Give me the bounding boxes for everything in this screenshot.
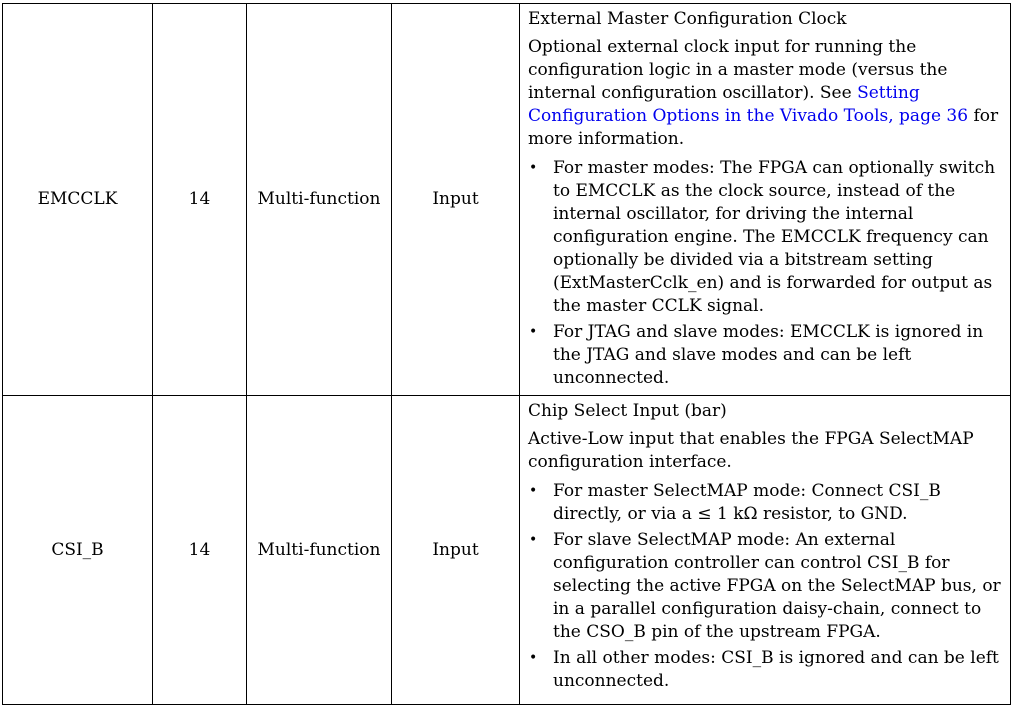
table-row-emcclk	[3, 4, 1011, 396]
pin-name-cell	[3, 396, 153, 705]
direction-cell	[392, 4, 520, 396]
list-item-text: In all other modes: CSI_B is ignored and can be left unconnected.	[553, 648, 999, 691]
list-item	[528, 157, 1002, 318]
pin-direction: Input	[432, 539, 479, 560]
list-item	[528, 647, 1002, 693]
bullet-icon: •	[529, 324, 538, 340]
description-title: External Master Configuration Clock	[528, 9, 847, 29]
bank-cell	[153, 4, 247, 396]
bullet-list	[528, 157, 1002, 390]
list-item	[528, 480, 1002, 526]
pin-name-cell	[3, 4, 153, 396]
description-paragraph: Active-Low input that enables the FPGA SelectMAP configuration interface.	[528, 429, 974, 472]
pin-name: CSI_B	[51, 539, 104, 560]
list-item-text: For master SelectMAP mode: Connect CSI_B directly, or via a ≤ 1 kΩ resistor, to GND.	[553, 481, 941, 524]
bank-number: 14	[188, 189, 211, 209]
list-item-text: For JTAG and slave modes: EMCCLK is ignored in the JTAG and slave modes and can be left unconnected.	[553, 322, 984, 388]
pin-name: EMCCLK	[37, 189, 118, 209]
type-cell	[247, 396, 392, 705]
description-cell	[520, 4, 1011, 396]
table-row-csi-b	[3, 396, 1011, 705]
list-item	[528, 321, 1002, 390]
pin-description-table	[2, 3, 1011, 705]
list-item	[528, 529, 1002, 644]
bullet-icon: •	[529, 532, 538, 548]
pin-type: Multi-function	[257, 189, 381, 209]
bank-number: 14	[188, 539, 211, 560]
type-cell	[247, 4, 392, 396]
paragraph-text-end: for more information.	[528, 106, 999, 149]
bullet-list	[528, 480, 1002, 693]
list-item-text: For master modes: The FPGA can optionally switch to EMCCLK as the clock source, instead of the internal oscillator, for driving the internal configuration engine. The EMCCLK frequency can optionally be divided via a bitstream setting (ExtMasterCclk_en) and is forwarded for output as the master CCLK signal.	[553, 158, 996, 316]
paragraph-text: Optional external clock input for running the configuration logic in a master mode (versus the internal configuration oscillator). See	[528, 37, 948, 103]
pin-direction: Input	[432, 189, 479, 209]
pin-type: Multi-function	[257, 539, 381, 560]
bullet-icon: •	[529, 650, 538, 666]
description-paragraph	[528, 36, 1002, 151]
description-title: Chip Select Input (bar)	[528, 401, 727, 421]
description-cell	[520, 396, 1011, 705]
bank-cell	[153, 396, 247, 705]
bullet-icon: •	[529, 160, 538, 176]
direction-cell	[392, 396, 520, 705]
list-item-text: For slave SelectMAP mode: An external configuration controller can control CSI_B for selecting the active FPGA on the SelectMAP bus, or in a parallel configuration daisy-chain, connect to the CSO_B pin of the upstream FPGA.	[553, 530, 1001, 642]
vivado-options-link[interactable]: Setting Configuration Options in the Vivado Tools, page 36	[528, 83, 969, 126]
bullet-icon: •	[529, 483, 538, 499]
